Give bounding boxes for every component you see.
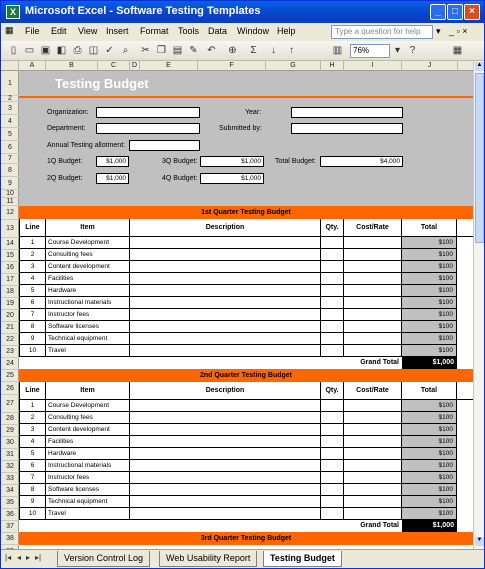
submitted-by-field[interactable] [291,123,403,134]
q3-budget-label: 3Q Budget: [162,158,198,165]
line-cell[interactable]: 5 [19,285,46,297]
description-cell[interactable] [130,400,321,412]
row-header[interactable]: 36 [1,509,19,521]
total-cell[interactable]: $100 [402,496,457,508]
excel-doc-icon: ▦ [5,25,14,35]
column-header[interactable]: C [98,61,130,71]
line-cell[interactable]: 1 [19,400,46,412]
grand-total-value: $1,000 [402,520,457,532]
qty-cell[interactable] [321,424,344,436]
worksheet-grid[interactable] [1,61,473,549]
qty-cell[interactable] [321,285,344,297]
cost-cell[interactable] [344,424,402,436]
table-header-row [19,219,473,237]
description-cell[interactable] [130,285,321,297]
help-icon[interactable]: ? [409,45,416,56]
column-header[interactable]: B [46,61,98,71]
department-label: Department: [47,125,86,132]
line-cell[interactable]: 7 [19,309,46,321]
item-cell[interactable]: Instructional materials [46,297,130,309]
q3-budget-value[interactable]: $1,000 [200,156,264,167]
row-header[interactable]: 28 [1,413,19,425]
total-cell[interactable]: $100 [402,345,457,357]
line-cell[interactable]: 6 [19,297,46,309]
qty-cell[interactable] [321,333,344,345]
cost-cell[interactable] [344,460,402,472]
line-cell[interactable]: 5 [19,448,46,460]
line-cell[interactable]: 8 [19,484,46,496]
item-cell[interactable]: Instructor fees [46,309,130,321]
menu-data[interactable]: Data [208,26,228,36]
column-header[interactable]: E [140,61,198,71]
cost-cell[interactable] [344,333,402,345]
col-description-header: Description [130,219,321,237]
row-header[interactable]: 31 [1,449,19,461]
total-cell[interactable]: $100 [402,448,457,460]
col-line-header: Line [19,382,46,400]
table-row [19,412,473,424]
col-cost-header: Cost/Rate [344,382,402,400]
col-description-header: Description [130,382,321,400]
description-cell[interactable] [130,424,321,436]
line-cell[interactable]: 7 [19,472,46,484]
description-cell[interactable] [130,297,321,309]
tab-web-usability-report[interactable]: Web Usability Report [159,551,257,567]
row-header[interactable]: 23 [1,346,19,358]
item-cell[interactable]: Software licenses [46,321,130,333]
q4-budget-value[interactable]: $1,000 [200,173,264,184]
qty-cell[interactable] [321,508,344,520]
next-sheet-icon[interactable]: ▸ [26,553,31,562]
department-field[interactable] [96,123,200,134]
description-cell[interactable] [130,436,321,448]
cost-cell[interactable] [344,237,402,249]
sort-ascending-icon[interactable]: ↓ [271,45,276,56]
total-cell[interactable]: $100 [402,309,457,321]
q2-budget-label: 2Q Budget: [47,175,83,182]
section-heading: 2nd Quarter Testing Budget [19,369,473,382]
line-cell[interactable]: 4 [19,436,46,448]
section-heading: 1st Quarter Testing Budget [19,206,473,219]
cost-cell[interactable] [344,285,402,297]
description-cell[interactable] [130,261,321,273]
row-header[interactable]: 37 [1,521,19,533]
print-preview-icon[interactable]: ◫ [88,45,99,56]
line-cell[interactable]: 2 [19,412,46,424]
line-cell[interactable]: 8 [19,321,46,333]
description-cell[interactable] [130,321,321,333]
ask-dropdown-icon[interactable]: ▾ [436,26,441,36]
borders-icon[interactable]: ▦ [452,45,463,56]
qty-cell[interactable] [321,460,344,472]
scroll-up-icon[interactable]: ▲ [475,62,484,71]
qty-cell[interactable] [321,309,344,321]
row-header[interactable]: 19 [1,298,19,310]
menu-format[interactable]: Format [140,26,169,36]
menu-edit[interactable]: Edit [51,26,67,36]
line-cell[interactable]: 4 [19,273,46,285]
row-header[interactable]: 21 [1,322,19,334]
restore-doc-button[interactable]: _ ▫ × [449,26,468,36]
cost-cell[interactable] [344,472,402,484]
table-row [19,424,473,436]
menu-help[interactable]: Help [277,26,296,36]
row-header[interactable]: 3 [1,102,19,115]
table-row [19,460,473,472]
description-cell[interactable] [130,237,321,249]
item-cell[interactable]: Travel [46,508,130,520]
print-icon[interactable]: ⎙ [73,45,82,56]
qty-cell[interactable] [321,249,344,261]
permission-icon[interactable]: ◧ [56,45,67,56]
chart-wizard-icon[interactable]: ▥ [332,45,343,56]
row-header[interactable]: 29 [1,425,19,437]
row-header[interactable]: 24 [1,358,19,370]
table-row [19,261,473,273]
total-cell[interactable]: $100 [402,237,457,249]
row-header[interactable]: 8 [1,164,19,177]
paste-icon[interactable]: ▤ [172,45,183,56]
row-header[interactable]: 32 [1,461,19,473]
menu-insert[interactable]: Insert [106,26,129,36]
item-cell[interactable]: Facilities [46,273,130,285]
qty-cell[interactable] [321,237,344,249]
q2-budget-value[interactable]: $1,000 [96,173,129,184]
line-cell[interactable]: 3 [19,424,46,436]
autosum-icon[interactable]: Σ [250,45,257,56]
column-header[interactable]: H [321,61,344,71]
excel-icon: X [6,5,20,19]
grand-total-label: Grand Total [360,522,399,529]
col-qty-header: Qty. [321,382,344,400]
cut-icon[interactable]: ✂ [141,45,150,56]
format-painter-icon[interactable]: ✎ [189,45,198,56]
table-row [19,508,473,520]
qty-cell[interactable] [321,472,344,484]
row-headers [1,71,19,549]
submitted-by-label: Submitted by: [219,125,262,132]
research-icon[interactable]: ⌕ [122,45,129,56]
q4-budget-label: 4Q Budget: [162,175,198,182]
total-cell[interactable]: $100 [402,424,457,436]
cost-cell[interactable] [344,436,402,448]
title-bar [1,1,484,23]
line-cell[interactable]: 9 [19,333,46,345]
item-cell[interactable]: Software licenses [46,484,130,496]
row-header[interactable]: 20 [1,310,19,322]
grand-total-row [19,357,473,369]
organization-label: Organization: [47,109,89,116]
column-header[interactable]: F [198,61,266,71]
zoom-select[interactable]: 76% [350,44,390,58]
copy-icon[interactable]: ❐ [157,45,166,56]
tab-testing-budget[interactable]: Testing Budget [263,551,342,567]
scroll-thumb[interactable] [475,73,484,243]
table-row [19,273,473,285]
menu-file[interactable]: File [25,26,40,36]
zoom-dropdown-icon[interactable]: ▾ [394,45,401,56]
row-header[interactable]: 18 [1,286,19,298]
table-row [19,400,473,412]
item-cell[interactable]: Content development [46,424,130,436]
line-cell[interactable]: 10 [19,508,46,520]
undo-icon[interactable]: ↶ [207,45,216,56]
total-cell[interactable]: $100 [402,400,457,412]
cost-cell[interactable] [344,448,402,460]
item-cell[interactable]: Travel [46,345,130,357]
line-cell[interactable]: 1 [19,237,46,249]
item-cell[interactable]: Course Development [46,400,130,412]
window-title: Microsoft Excel - Software Testing Templates [25,5,261,17]
qty-cell[interactable] [321,261,344,273]
cost-cell[interactable] [344,496,402,508]
cost-cell[interactable] [344,508,402,520]
col-item-header: Item [46,382,130,400]
table-row [19,285,473,297]
q1-budget-value[interactable]: $1,000 [96,156,129,167]
row-header[interactable]: 7 [1,154,19,164]
row-header[interactable]: 14 [1,238,19,250]
open-icon[interactable]: ▭ [24,45,35,56]
cost-cell[interactable] [344,345,402,357]
line-cell[interactable]: 6 [19,460,46,472]
column-header[interactable]: J [402,61,458,71]
table-row [19,345,473,357]
menu-tools[interactable]: Tools [178,26,200,36]
row-header[interactable]: 6 [1,141,19,154]
qty-cell[interactable] [321,297,344,309]
col-total-header: Total [402,219,457,237]
vertical-scrollbar[interactable] [473,61,484,549]
description-cell[interactable] [130,412,321,424]
grand-total-label: Grand Total [360,359,399,366]
item-cell[interactable]: Hardware [46,285,130,297]
table-row [19,309,473,321]
column-header[interactable]: D [130,61,140,71]
column-header[interactable]: I [344,61,402,71]
hyperlink-icon[interactable]: ⊕ [228,45,237,56]
qty-cell[interactable] [321,484,344,496]
qty-cell[interactable] [321,273,344,285]
row-header[interactable]: 9 [1,177,19,190]
qty-cell[interactable] [321,436,344,448]
description-cell[interactable] [130,508,321,520]
sheet-title: Testing Budget [55,76,149,91]
row-header[interactable]: 30 [1,437,19,449]
row-header[interactable]: 10 [1,190,19,198]
first-sheet-icon[interactable]: |◂ [5,553,12,562]
maximize-button[interactable]: □ [447,4,463,20]
row-header[interactable]: 16 [1,262,19,274]
save-icon[interactable]: ▣ [40,45,51,56]
row-header[interactable]: 1 [1,71,19,96]
qty-cell[interactable] [321,412,344,424]
description-cell[interactable] [130,448,321,460]
item-cell[interactable]: Instructor fees [46,472,130,484]
table-row [19,321,473,333]
total-cell[interactable]: $100 [402,273,457,285]
row-header[interactable]: 13 [1,220,19,238]
sheet-tabs-bar [1,549,484,568]
menu-view[interactable]: View [78,26,98,36]
q1-budget-label: 1Q Budget: [47,158,83,165]
menu-window[interactable]: Window [237,26,270,36]
description-cell[interactable] [130,484,321,496]
scroll-down-icon[interactable]: ▼ [475,537,484,546]
column-header[interactable]: A [19,61,46,71]
table-row [19,496,473,508]
col-cost-header: Cost/Rate [344,219,402,237]
column-header[interactable]: G [266,61,321,71]
row-header[interactable]: 34 [1,485,19,497]
cost-cell[interactable] [344,261,402,273]
description-cell[interactable] [130,273,321,285]
grand-total-row [19,520,473,532]
select-all-corner[interactable] [1,61,19,71]
item-cell[interactable]: Technical equipment [46,333,130,345]
description-cell[interactable] [130,460,321,472]
total-cell[interactable]: $100 [402,508,457,520]
cost-cell[interactable] [344,412,402,424]
col-qty-header: Qty. [321,219,344,237]
close-button[interactable]: × [464,4,480,20]
total-budget-label: Total Budget: [275,158,316,165]
ask-question-input[interactable]: Type a question for help [331,25,433,39]
minimize-button[interactable]: _ [430,4,446,20]
total-cell[interactable]: $100 [402,261,457,273]
row-header[interactable]: 26 [1,382,19,395]
item-cell[interactable]: Hardware [46,448,130,460]
tab-version-control-log[interactable]: Version Control Log [57,551,150,567]
sort-descending-icon[interactable]: ↑ [289,45,294,56]
row-header[interactable]: 4 [1,115,19,128]
menu-bar [1,23,484,41]
item-cell[interactable]: Consulting fees [46,412,130,424]
line-cell[interactable]: 3 [19,261,46,273]
total-cell[interactable]: $100 [402,412,457,424]
spelling-icon[interactable]: ✓ [105,45,114,56]
row-header[interactable]: 12 [1,206,19,220]
cost-cell[interactable] [344,484,402,496]
sheet-area[interactable] [19,71,473,549]
description-cell[interactable] [130,309,321,321]
qty-cell[interactable] [321,400,344,412]
cost-cell[interactable] [344,297,402,309]
row-header[interactable]: 11 [1,198,19,206]
line-cell[interactable]: 10 [19,345,46,357]
col-item-header: Item [46,219,130,237]
cost-cell[interactable] [344,309,402,321]
total-cell[interactable]: $100 [402,297,457,309]
row-header[interactable]: 15 [1,250,19,262]
grand-total-value: $1,000 [402,357,457,369]
cost-cell[interactable] [344,273,402,285]
year-label: Year: [245,109,262,116]
line-cell[interactable]: 2 [19,249,46,261]
prev-sheet-icon[interactable]: ◂ [17,553,22,562]
row-header[interactable]: 27 [1,395,19,413]
organization-field[interactable] [96,107,200,118]
item-cell[interactable]: Course Development [46,237,130,249]
description-cell[interactable] [130,333,321,345]
annual-allotment-field[interactable] [129,140,200,151]
table-row [19,448,473,460]
cost-cell[interactable] [344,249,402,261]
row-header[interactable]: 38 [1,533,19,545]
table-row [19,297,473,309]
row-header[interactable]: 33 [1,473,19,485]
description-cell[interactable] [130,345,321,357]
table-row [19,472,473,484]
col-line-header: Line [19,219,46,237]
row-header[interactable]: 25 [1,370,19,382]
line-cell[interactable]: 9 [19,496,46,508]
total-cell[interactable]: $100 [402,249,457,261]
total-cell[interactable]: $100 [402,436,457,448]
column-headers [1,61,473,71]
table-row [19,436,473,448]
row-header[interactable]: 22 [1,334,19,346]
row-header[interactable]: 17 [1,274,19,286]
total-cell[interactable]: $100 [402,460,457,472]
last-sheet-icon[interactable]: ▸| [35,553,42,562]
description-cell[interactable] [130,496,321,508]
table-row [19,333,473,345]
item-cell[interactable]: Technical equipment [46,496,130,508]
total-cell[interactable]: $100 [402,333,457,345]
cost-cell[interactable] [344,400,402,412]
item-cell[interactable]: Consulting fees [46,249,130,261]
standard-toolbar [1,41,484,61]
row-header[interactable]: 5 [1,128,19,141]
total-cell[interactable]: $100 [402,484,457,496]
table-row [19,249,473,261]
total-cell[interactable]: $100 [402,472,457,484]
qty-cell[interactable] [321,345,344,357]
section-heading: 3rd Quarter Testing Budget [19,532,473,545]
item-cell[interactable]: Instructional materials [46,460,130,472]
qty-cell[interactable] [321,321,344,333]
total-cell[interactable]: $100 [402,321,457,333]
cost-cell[interactable] [344,321,402,333]
total-budget-value[interactable]: $4,000 [320,156,403,167]
col-total-header: Total [402,382,457,400]
item-cell[interactable]: Facilities [46,436,130,448]
row-header[interactable]: 35 [1,497,19,509]
table-row [19,484,473,496]
annual-allotment-label: Annual Testing allotment: [47,142,126,149]
qty-cell[interactable] [321,448,344,460]
title-underline [19,96,473,98]
qty-cell[interactable] [321,496,344,508]
header-panel [19,71,473,206]
description-cell[interactable] [130,472,321,484]
row-header[interactable]: 2 [1,96,19,102]
year-field[interactable] [291,107,403,118]
description-cell[interactable] [130,249,321,261]
item-cell[interactable]: Content development [46,261,130,273]
new-icon[interactable]: ▯ [10,45,17,56]
total-cell[interactable]: $100 [402,285,457,297]
table-row [19,237,473,249]
table-header-row [19,382,473,400]
